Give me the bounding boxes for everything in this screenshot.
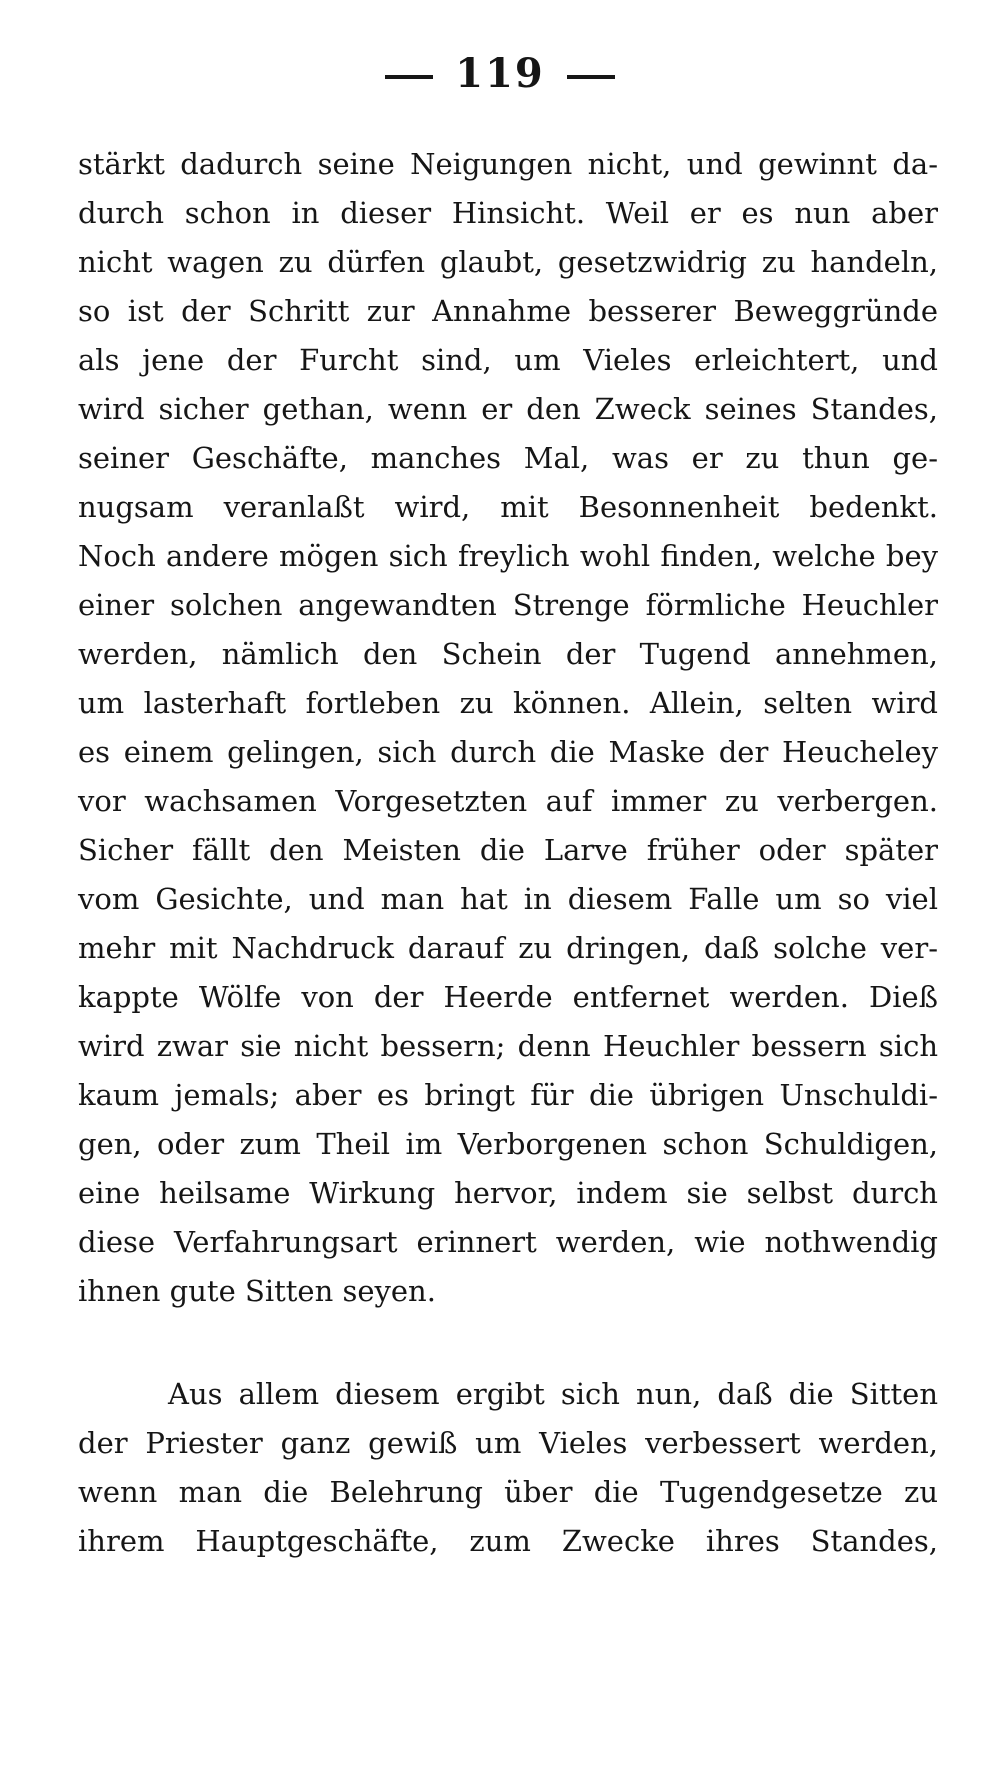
text-line: es einem gelingen, sich durch die Maske der Heucheley [78, 735, 938, 769]
header-dash-right [567, 75, 615, 79]
text-line: der Priester ganz gewiß um Vieles verbessert werden, [78, 1426, 938, 1460]
text-line: mehr mit Nachdruck darauf zu dringen, daß solche ver- [78, 931, 938, 965]
header-dash-left [385, 75, 433, 79]
text-line: gen, oder zum Theil im Verborgenen schon Schuldigen, [78, 1127, 938, 1161]
text-line: ihrem Hauptgeschäfte, zum Zwecke ihres Standes, [78, 1524, 938, 1558]
text-line: nugsam veranlaßt wird, mit Besonnenheit bedenkt. [78, 490, 938, 524]
text-line: als jene der Furcht sind, um Vieles erleichtert, und [78, 343, 938, 377]
text-line: Aus allem diesem ergibt sich nun, daß die Sitten [168, 1377, 938, 1411]
text-line: kappte Wölfe von der Heerde entfernet werden. Dieß [78, 980, 938, 1014]
text-line: nicht wagen zu dürfen glaubt, gesetzwidrig zu handeln, [78, 245, 938, 279]
text-line: wird zwar sie nicht bessern; denn Heuchler bessern sich [78, 1029, 938, 1063]
text-line: ihnen gute Sitten seyen. [78, 1274, 436, 1308]
text-line: so ist der Schritt zur Annahme besserer Beweggründe [78, 294, 938, 328]
text-line: wenn man die Belehrung über die Tugendgesetze zu [78, 1475, 938, 1509]
text-line: einer solchen angewandten Strenge förmliche Heuchler [78, 588, 938, 622]
text-line: wird sicher gethan, wenn er den Zweck seines Standes, [78, 392, 938, 426]
page-number: 119 [455, 50, 545, 97]
text-line: seiner Geschäfte, manches Mal, was er zu thun ge- [78, 441, 938, 475]
paragraph [78, 140, 938, 1316]
text-line: um lasterhaft fortleben zu können. Allein, selten wird [78, 686, 938, 720]
text-line: durch schon in dieser Hinsicht. Weil er es nun aber [78, 196, 938, 230]
text-line: eine heilsame Wirkung hervor, indem sie selbst durch [78, 1176, 938, 1210]
paragraph [78, 1370, 938, 1566]
text-line: stärkt dadurch seine Neigungen nicht, und gewinnt da- [78, 147, 938, 181]
text-line: diese Verfahrungsart erinnert werden, wie nothwendig [78, 1225, 938, 1259]
text-line: kaum jemals; aber es bringt für die übrigen Unschuldi- [78, 1078, 938, 1112]
text-line: Noch andere mögen sich freylich wohl finden, welche bey [78, 539, 938, 573]
page-header [0, 48, 1000, 100]
text-line: werden, nämlich den Schein der Tugend annehmen, [78, 637, 938, 671]
text-line: Sicher fällt den Meisten die Larve früher oder später [78, 833, 938, 867]
text-line: vom Gesichte, und man hat in diesem Falle um so viel [78, 882, 938, 916]
text-line: vor wachsamen Vorgesetzten auf immer zu verbergen. [78, 784, 938, 818]
